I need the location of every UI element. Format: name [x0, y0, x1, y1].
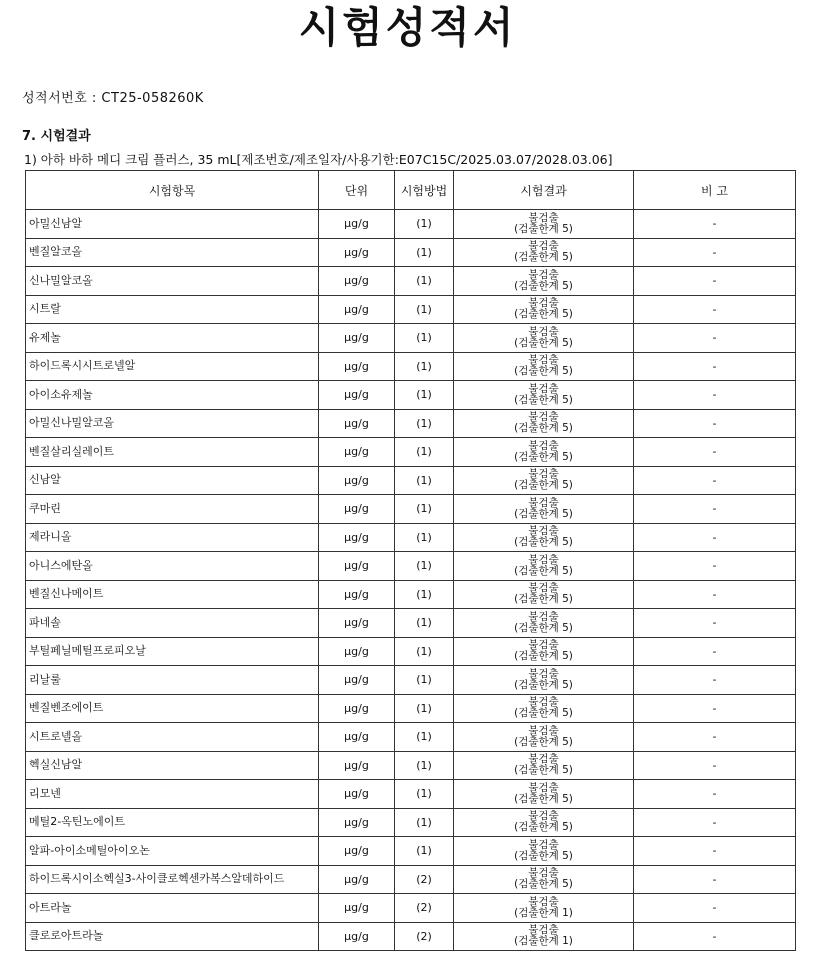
detection-limit: (검출한계 5) — [514, 707, 573, 720]
remarks-cell: - — [634, 780, 796, 809]
test-item: 알파-아이소메틸아이오논 — [26, 837, 319, 866]
result-value: 불검출 — [528, 354, 559, 367]
remarks-cell: - — [634, 580, 796, 609]
method-cell: (1) — [395, 552, 454, 581]
table-row — [26, 267, 796, 296]
test-item: 쿠마린 — [26, 495, 319, 524]
header-result: 시험결과 — [454, 171, 634, 210]
unit-cell: μg/g — [319, 694, 395, 723]
result-value: 불검출 — [528, 496, 559, 509]
remarks-cell: - — [634, 466, 796, 495]
method-cell: (1) — [395, 295, 454, 324]
test-item: 하이드록시이소헥실3-사이클로헥센카복스알데하이드 — [26, 865, 319, 894]
result-cell — [454, 438, 634, 467]
result-value: 불검출 — [528, 753, 559, 766]
method-cell: (1) — [395, 808, 454, 837]
result-value: 불검출 — [528, 781, 559, 794]
detection-limit: (검출한계 5) — [514, 479, 573, 492]
detection-limit: (검출한계 5) — [514, 365, 573, 378]
detection-limit: (검출한계 5) — [514, 450, 573, 463]
method-cell: (1) — [395, 409, 454, 438]
section-heading: 7. 시험결과 — [22, 129, 91, 144]
table-row — [26, 495, 796, 524]
unit-cell: μg/g — [319, 438, 395, 467]
result-value: 불검출 — [528, 610, 559, 623]
method-cell: (1) — [395, 666, 454, 695]
remarks-cell: - — [634, 637, 796, 666]
test-item: 벤질벤조에이트 — [26, 694, 319, 723]
remarks-cell: - — [634, 694, 796, 723]
result-value: 불검출 — [528, 525, 559, 538]
result-value: 불검출 — [528, 411, 559, 424]
result-value: 불검출 — [528, 268, 559, 281]
result-cell — [454, 238, 634, 267]
unit-cell: μg/g — [319, 922, 395, 951]
result-cell — [454, 922, 634, 951]
result-cell — [454, 837, 634, 866]
results-table — [25, 170, 796, 951]
test-item: 유제놀 — [26, 324, 319, 353]
unit-cell: μg/g — [319, 865, 395, 894]
method-cell: (1) — [395, 495, 454, 524]
table-row — [26, 238, 796, 267]
detection-limit: (검출한계 5) — [514, 764, 573, 777]
table-row — [26, 438, 796, 467]
method-cell: (1) — [395, 780, 454, 809]
unit-cell: μg/g — [319, 751, 395, 780]
result-value: 불검출 — [528, 810, 559, 823]
test-item: 헥실신남알 — [26, 751, 319, 780]
unit-cell: μg/g — [319, 808, 395, 837]
unit-cell: μg/g — [319, 267, 395, 296]
test-item: 시트로넬올 — [26, 723, 319, 752]
detection-limit: (검출한계 5) — [514, 308, 573, 321]
method-cell: (2) — [395, 865, 454, 894]
method-cell: (1) — [395, 210, 454, 239]
table-row — [26, 609, 796, 638]
detection-limit: (검출한계 5) — [514, 735, 573, 748]
method-cell: (1) — [395, 352, 454, 381]
result-value: 불검출 — [528, 582, 559, 595]
method-cell: (1) — [395, 381, 454, 410]
detection-limit: (검출한계 5) — [514, 878, 573, 891]
method-cell: (2) — [395, 894, 454, 923]
remarks-cell: - — [634, 837, 796, 866]
result-cell — [454, 580, 634, 609]
detection-limit: (검출한계 5) — [514, 422, 573, 435]
remarks-cell: - — [634, 609, 796, 638]
unit-cell: μg/g — [319, 894, 395, 923]
unit-cell: μg/g — [319, 495, 395, 524]
table-row — [26, 780, 796, 809]
document-title: 시험성적서 — [298, 3, 517, 52]
unit-cell: μg/g — [319, 523, 395, 552]
test-item: 클로로아트라놀 — [26, 922, 319, 951]
remarks-cell: - — [634, 352, 796, 381]
header-method: 시험방법 — [395, 171, 454, 210]
result-value: 불검출 — [528, 297, 559, 310]
remarks-cell: - — [634, 409, 796, 438]
test-item: 신나밀알코올 — [26, 267, 319, 296]
test-item: 신남알 — [26, 466, 319, 495]
method-cell: (1) — [395, 324, 454, 353]
result-value: 불검출 — [528, 667, 559, 680]
table-row — [26, 694, 796, 723]
table-row — [26, 723, 796, 752]
result-cell — [454, 723, 634, 752]
detection-limit: (검출한계 5) — [514, 849, 573, 862]
result-cell — [454, 352, 634, 381]
result-value: 불검출 — [528, 639, 559, 652]
remarks-cell: - — [634, 438, 796, 467]
test-item: 메틸2-옥틴노에이트 — [26, 808, 319, 837]
table-row — [26, 324, 796, 353]
result-cell — [454, 780, 634, 809]
remarks-cell: - — [634, 324, 796, 353]
remarks-cell: - — [634, 865, 796, 894]
test-item: 아밀신남알 — [26, 210, 319, 239]
method-cell: (1) — [395, 723, 454, 752]
result-cell — [454, 324, 634, 353]
test-item: 아트라놀 — [26, 894, 319, 923]
remarks-cell: - — [634, 210, 796, 239]
test-item: 리날룰 — [26, 666, 319, 695]
detection-limit: (검출한계 5) — [514, 507, 573, 520]
test-item: 벤질살리실레이트 — [26, 438, 319, 467]
result-value: 불검출 — [528, 325, 559, 338]
header-item: 시험항목 — [26, 171, 319, 210]
table-row — [26, 922, 796, 951]
table-row — [26, 295, 796, 324]
result-cell — [454, 609, 634, 638]
table-row — [26, 666, 796, 695]
result-value: 불검출 — [528, 696, 559, 709]
unit-cell: μg/g — [319, 723, 395, 752]
test-item: 벤질신나메이트 — [26, 580, 319, 609]
result-cell — [454, 637, 634, 666]
method-cell: (1) — [395, 438, 454, 467]
remarks-cell: - — [634, 894, 796, 923]
header-remarks: 비 고 — [634, 171, 796, 210]
detection-limit: (검출한계 5) — [514, 336, 573, 349]
remarks-cell: - — [634, 922, 796, 951]
result-cell — [454, 751, 634, 780]
method-cell: (1) — [395, 637, 454, 666]
result-cell — [454, 808, 634, 837]
unit-cell: μg/g — [319, 780, 395, 809]
test-item: 제라니올 — [26, 523, 319, 552]
detection-limit: (검출한계 5) — [514, 279, 573, 292]
method-cell: (1) — [395, 523, 454, 552]
result-value: 불검출 — [528, 838, 559, 851]
detection-limit: (검출한계 1) — [514, 906, 573, 919]
detection-limit: (검출한계 1) — [514, 935, 573, 948]
unit-cell: μg/g — [319, 609, 395, 638]
method-cell: (1) — [395, 466, 454, 495]
method-cell: (1) — [395, 609, 454, 638]
detection-limit: (검출한계 5) — [514, 564, 573, 577]
result-cell — [454, 552, 634, 581]
table-row — [26, 466, 796, 495]
method-cell: (1) — [395, 238, 454, 267]
result-value: 불검출 — [528, 211, 559, 224]
method-cell: (1) — [395, 267, 454, 296]
detection-limit: (검출한계 5) — [514, 792, 573, 805]
result-cell — [454, 381, 634, 410]
table-header-row — [26, 171, 796, 210]
remarks-cell: - — [634, 552, 796, 581]
test-item: 부틸페닐메틸프로피오날 — [26, 637, 319, 666]
result-cell — [454, 210, 634, 239]
unit-cell: μg/g — [319, 295, 395, 324]
certificate-number: 성적서번호 : CT25-058260K — [22, 91, 204, 106]
method-cell: (1) — [395, 837, 454, 866]
remarks-cell: - — [634, 723, 796, 752]
remarks-cell: - — [634, 295, 796, 324]
table-row — [26, 894, 796, 923]
remarks-cell: - — [634, 495, 796, 524]
method-cell: (1) — [395, 751, 454, 780]
table-row — [26, 381, 796, 410]
detection-limit: (검출한계 5) — [514, 251, 573, 264]
remarks-cell: - — [634, 808, 796, 837]
detection-limit: (검출한계 5) — [514, 222, 573, 235]
table-row — [26, 808, 796, 837]
test-item: 시트랄 — [26, 295, 319, 324]
remarks-cell: - — [634, 751, 796, 780]
result-value: 불검출 — [528, 240, 559, 253]
result-cell — [454, 267, 634, 296]
result-cell — [454, 466, 634, 495]
unit-cell: μg/g — [319, 381, 395, 410]
test-item: 아이소유제놀 — [26, 381, 319, 410]
method-cell: (2) — [395, 922, 454, 951]
unit-cell: μg/g — [319, 837, 395, 866]
unit-cell: μg/g — [319, 352, 395, 381]
unit-cell: μg/g — [319, 210, 395, 239]
test-item: 하이드록시시트로넬알 — [26, 352, 319, 381]
remarks-cell: - — [634, 523, 796, 552]
table-row — [26, 210, 796, 239]
result-cell — [454, 894, 634, 923]
unit-cell: μg/g — [319, 666, 395, 695]
test-item: 리모넨 — [26, 780, 319, 809]
unit-cell: μg/g — [319, 238, 395, 267]
result-value: 불검출 — [528, 468, 559, 481]
table-row — [26, 637, 796, 666]
result-value: 불검출 — [528, 439, 559, 452]
result-cell — [454, 295, 634, 324]
unit-cell: μg/g — [319, 324, 395, 353]
result-cell — [454, 694, 634, 723]
result-value: 불검출 — [528, 867, 559, 880]
method-cell: (1) — [395, 694, 454, 723]
product-line: 1) 아하 바하 메디 크림 플러스, 35 mL[제조번호/제조일자/사용기한:E07C15C/2025.03.07/2028.03.06] — [24, 152, 613, 167]
detection-limit: (검출한계 5) — [514, 650, 573, 663]
table-row — [26, 352, 796, 381]
remarks-cell: - — [634, 666, 796, 695]
result-value: 불검출 — [528, 924, 559, 937]
result-value: 불검출 — [528, 553, 559, 566]
result-cell — [454, 865, 634, 894]
result-cell — [454, 666, 634, 695]
table-row — [26, 751, 796, 780]
unit-cell: μg/g — [319, 552, 395, 581]
unit-cell: μg/g — [319, 580, 395, 609]
test-item: 벤질알코올 — [26, 238, 319, 267]
remarks-cell: - — [634, 238, 796, 267]
test-item: 아니스에탄올 — [26, 552, 319, 581]
table-row — [26, 409, 796, 438]
result-value: 불검출 — [528, 895, 559, 908]
table-row — [26, 837, 796, 866]
unit-cell: μg/g — [319, 409, 395, 438]
result-value: 불검출 — [528, 382, 559, 395]
detection-limit: (검출한계 5) — [514, 593, 573, 606]
detection-limit: (검출한계 5) — [514, 678, 573, 691]
table-row — [26, 523, 796, 552]
unit-cell: μg/g — [319, 466, 395, 495]
result-value: 불검출 — [528, 724, 559, 737]
table-row — [26, 580, 796, 609]
detection-limit: (검출한계 5) — [514, 621, 573, 634]
detection-limit: (검출한계 5) — [514, 536, 573, 549]
detection-limit: (검출한계 5) — [514, 393, 573, 406]
unit-cell: μg/g — [319, 637, 395, 666]
result-cell — [454, 409, 634, 438]
result-cell — [454, 495, 634, 524]
header-unit: 단위 — [319, 171, 395, 210]
detection-limit: (검출한계 5) — [514, 821, 573, 834]
remarks-cell: - — [634, 267, 796, 296]
test-item: 아밀신나밀알코올 — [26, 409, 319, 438]
table-row — [26, 865, 796, 894]
result-cell — [454, 523, 634, 552]
method-cell: (1) — [395, 580, 454, 609]
remarks-cell: - — [634, 381, 796, 410]
test-item: 파네솔 — [26, 609, 319, 638]
table-row — [26, 552, 796, 581]
